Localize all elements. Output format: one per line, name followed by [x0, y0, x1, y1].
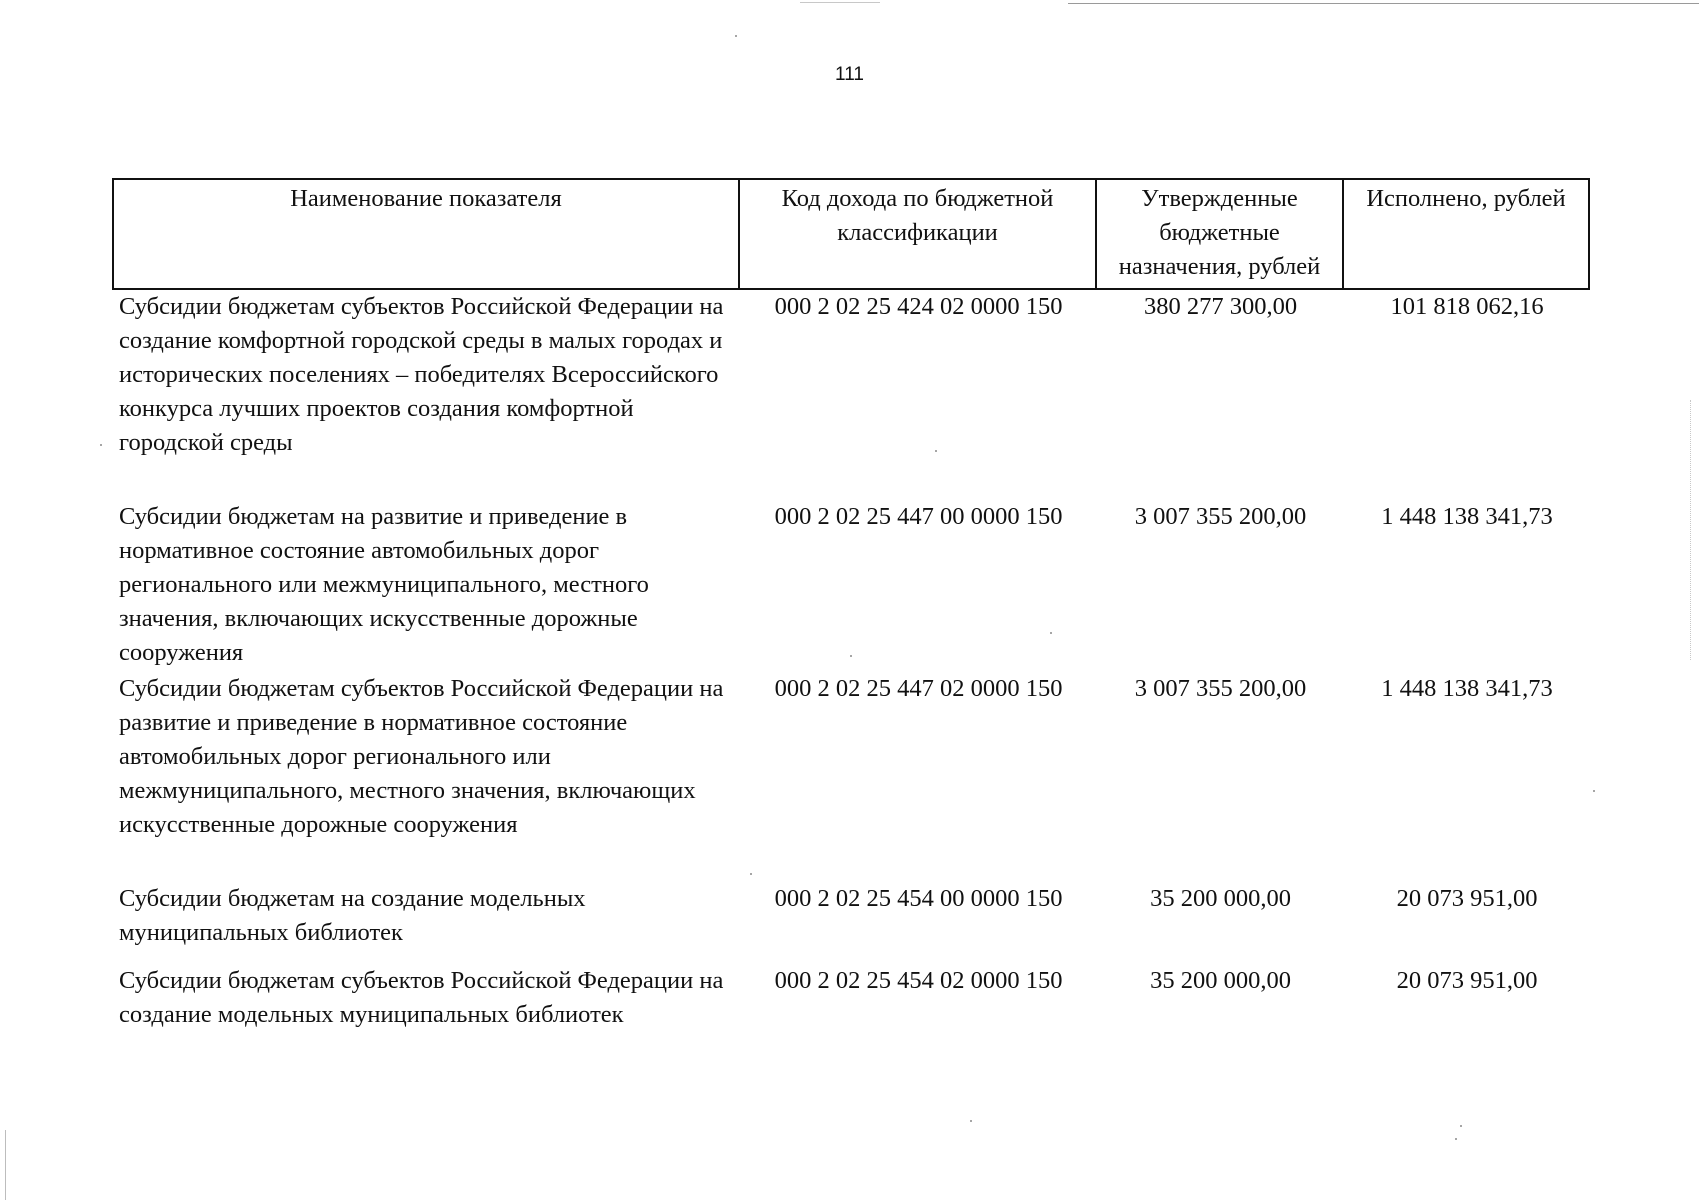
executed-cell: 1 448 138 341,73	[1381, 675, 1553, 702]
indicator-name-cell: Субсидии бюджетам субъектов Российской Федерации на создание комфортной городской среды в малых городах и исторических поселениях – победителях Всероссийского конкурса лучших проектов создания комфортной городской среды	[119, 293, 724, 456]
indicator-name-cell: Субсидии бюджетам субъектов Российской Федерации на создание модельных муниципальных библиотек	[119, 967, 724, 1028]
approved-budget-cell: 35 200 000,00	[1150, 885, 1291, 912]
income-code-cell: 000 2 02 25 454 00 0000 150	[774, 885, 1063, 912]
table-row	[113, 964, 1589, 1064]
scan-top-rule-short	[800, 2, 880, 3]
approved-budget-cell: 380 277 300,00	[1143, 293, 1298, 320]
header-executed: Исполнено, рублей	[1343, 179, 1589, 289]
budget-income-table	[112, 178, 1590, 1064]
table-body	[113, 289, 1589, 1064]
scan-speck	[750, 873, 752, 875]
table-row	[113, 672, 1589, 882]
scan-speck	[850, 655, 852, 657]
header-income-code: Код дохода по бюджетной классификации	[739, 179, 1096, 289]
table-row	[113, 289, 1589, 500]
income-code-cell: 000 2 02 25 424 02 0000 150	[774, 293, 1063, 320]
page-number: 111	[835, 64, 864, 85]
scan-speck	[935, 450, 937, 452]
approved-budget-cell: 3 007 355 200,00	[1134, 503, 1307, 530]
scan-speck	[100, 444, 102, 446]
executed-cell: 20 073 951,00	[1396, 967, 1538, 994]
scan-left-edge	[5, 1130, 6, 1200]
approved-budget-cell: 3 007 355 200,00	[1134, 675, 1307, 702]
indicator-name-cell: Субсидии бюджетам на развитие и приведение в нормативное состояние автомобильных дорог регионального или межмуниципального, местного значения, включающих искусственные дорожные сооружения	[119, 503, 649, 666]
scan-speck	[1593, 790, 1595, 792]
executed-cell: 1 448 138 341,73	[1381, 503, 1553, 530]
executed-cell: 20 073 951,00	[1396, 885, 1538, 912]
approved-budget-cell: 35 200 000,00	[1150, 967, 1291, 994]
income-code-cell: 000 2 02 25 454 02 0000 150	[774, 967, 1063, 994]
income-code-cell: 000 2 02 25 447 02 0000 150	[774, 675, 1063, 702]
header-row	[113, 179, 1589, 289]
table-row	[113, 882, 1589, 964]
scan-top-rule	[1068, 3, 1699, 4]
scan-right-edge	[1690, 400, 1691, 660]
scan-speck	[1455, 1138, 1457, 1140]
scan-speck	[1460, 1125, 1462, 1127]
table-header	[113, 179, 1589, 289]
income-code-cell: 000 2 02 25 447 00 0000 150	[774, 503, 1063, 530]
header-indicator-name: Наименование показателя	[113, 179, 739, 289]
scan-speck	[970, 1120, 972, 1122]
table-row	[113, 500, 1589, 672]
scan-speck	[735, 35, 737, 37]
header-approved-budget: Утвержденные бюджетные назначения, рублей	[1096, 179, 1343, 289]
executed-cell: 101 818 062,16	[1390, 293, 1544, 320]
indicator-name-cell: Субсидии бюджетам субъектов Российской Федерации на развитие и приведение в нормативное состояние автомобильных дорог регионального или межмуниципального, местного значения, включающих искусственные дорожные сооружения	[119, 675, 724, 838]
indicator-name-cell: Субсидии бюджетам на создание модельных муниципальных библиотек	[119, 885, 586, 946]
scan-speck	[1050, 632, 1052, 634]
